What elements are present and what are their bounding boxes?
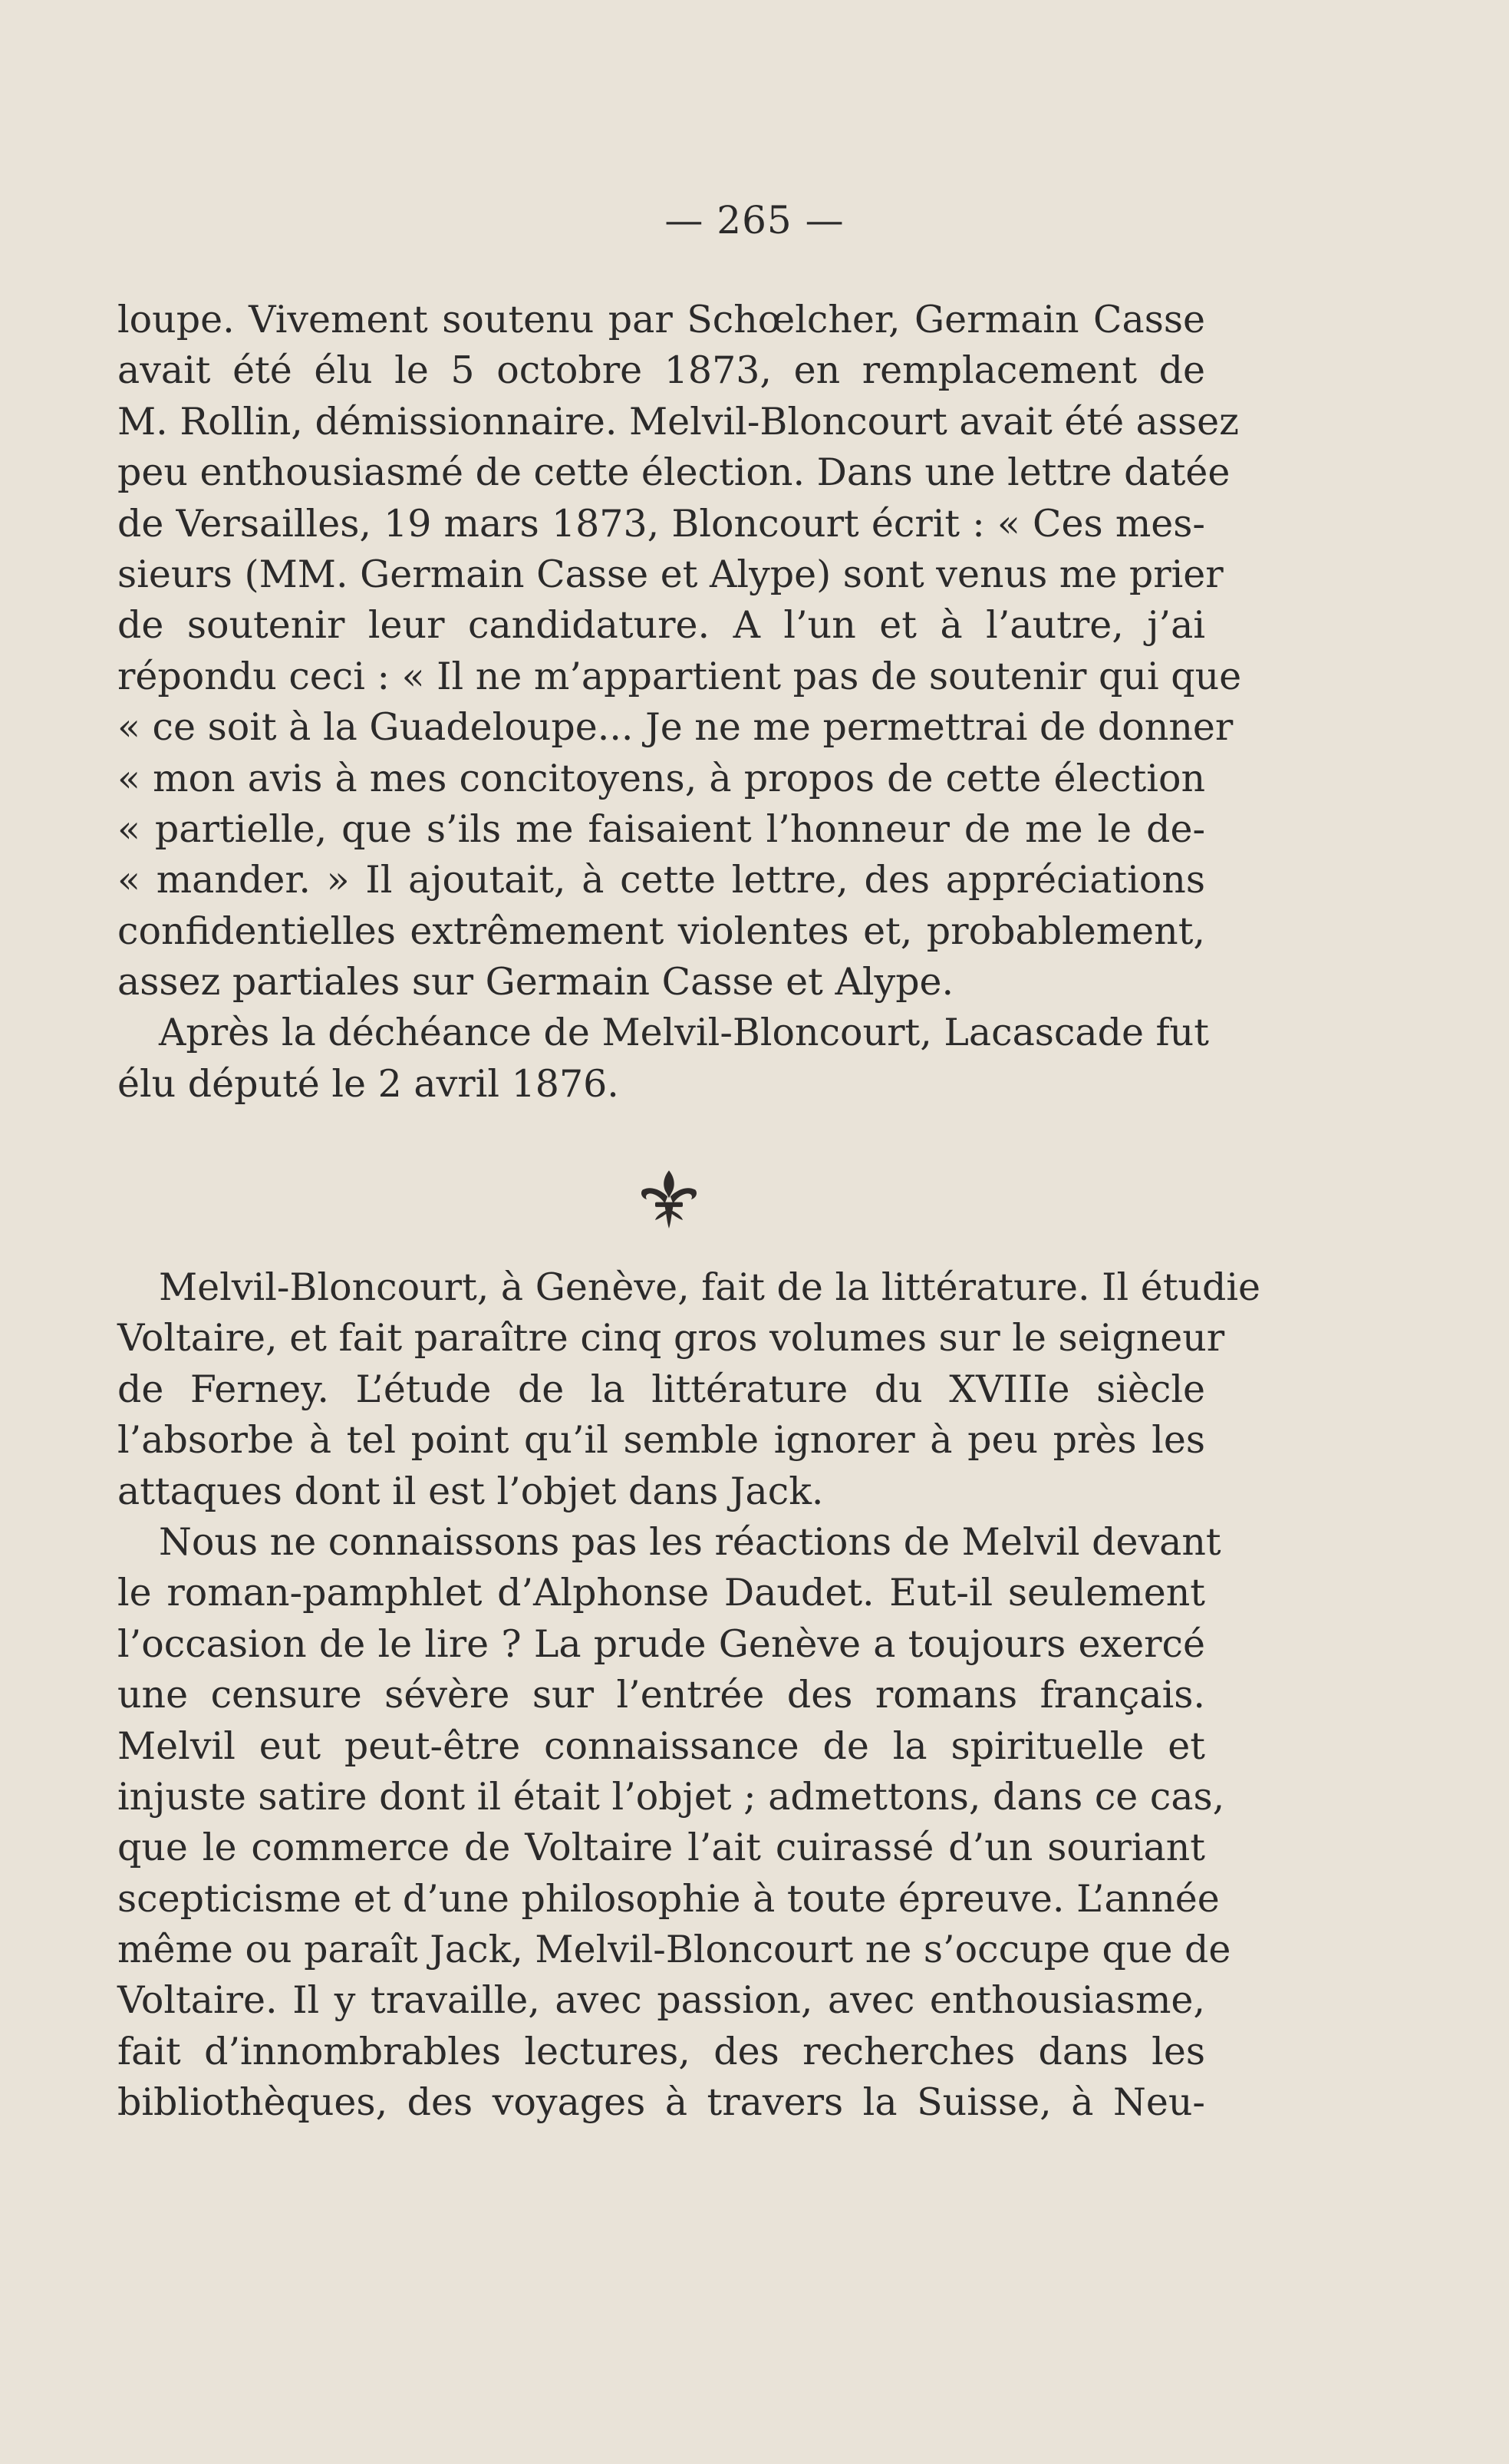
text-line: loupe. Vivement soutenu par Schœlcher, Germain Casse [117,298,1205,341]
text-line: de Ferney. L’étude de la littérature du XVIIIe siècle [117,1367,1205,1411]
text-line: « mon avis à mes concitoyens, à propos de cette élection [117,756,1205,800]
text-line: peu enthousiasmé de cette élection. Dans une lettre datée [117,450,1231,495]
text-line: bibliothèques, des voyages à travers la Suisse, à Neu- [117,2080,1205,2125]
text-line: Nous ne connaissons pas les réactions de Melvil devant [159,1519,1221,1564]
text-line: attaques dont il est l’objet dans Jack. [117,1469,824,1513]
text-line: le roman-pamphlet d’Alphonse Daudet. Eut-il seulement [117,1571,1205,1615]
text-line: une censure sévère sur l’entrée des romans français. [117,1673,1205,1717]
text-line: sieurs (MM. Germain Casse et Alype) sont venus me prier [117,552,1224,596]
text-line: même ou paraît Jack, Melvil-Bloncourt ne s’occupe que de [117,1928,1231,1972]
text-line: « ce soit à la Guadeloupe... Je ne me permettrai de donner [117,705,1234,750]
text-line: avait été élu le 5 octobre 1873, en remplacement de [117,348,1205,393]
text-line: Après la déchéance de Melvil-Bloncourt, Lacascade fut [159,1011,1209,1055]
text-block-bottom [117,1262,1261,2129]
text-line: fait d’innombrables lectures, des recherches dans les [117,2029,1205,2073]
text-line: « partielle, que s’ils me faisaient l’honneur de me le de- [117,806,1205,851]
text-line: Melvil eut peut-être connaissance de la spirituelle et [117,1723,1205,1768]
text-line: scepticisme et d’une philosophie à toute épreuve. L’année [117,1876,1220,1921]
text-line: élu député le 2 avril 1876. [117,1061,619,1106]
text-line: répondu ceci : « Il ne m’appartient pas de soutenir qui que [117,654,1242,698]
text-line: l’occasion de le lire ? La prude Genève a toujours exercé [117,1621,1205,1666]
fleur-de-lis-ornament [634,1165,703,1234]
text-line: M. Rollin, démissionnaire. Melvil-Bloncourt avait été assez [117,399,1239,444]
text-block-top [117,295,1242,1110]
page-number: — 265 — [664,198,845,242]
text-line: Voltaire, et fait paraître cinq gros volumes sur le seigneur [117,1316,1225,1361]
text-line: injuste satire dont il était l’objet ; admettons, dans ce cas, [117,1774,1225,1819]
text-line: que le commerce de Voltaire l’ait cuirassé d’un souriant [117,1826,1205,1870]
text-line: « mander. » Il ajoutait, à cette lettre, des appréciations [117,858,1205,902]
text-line: Melvil-Bloncourt, à Genève, fait de la littérature. Il étudie [159,1265,1261,1309]
text-line: confidentielles extrêmement violentes et, probablement, [117,909,1205,953]
text-line: de soutenir leur candidature. A l’un et à l’autre, j’ai [117,603,1205,648]
text-line: de Versailles, 19 mars 1873, Bloncourt écrit : « Ces mes- [117,501,1205,546]
text-line: Voltaire. Il y travaille, avec passion, avec enthousiasme, [117,1978,1205,2023]
text-line: assez partiales sur Germain Casse et Alype. [117,960,954,1004]
text-line: l’absorbe à tel point qu’il semble ignorer à peu près les [117,1418,1205,1463]
